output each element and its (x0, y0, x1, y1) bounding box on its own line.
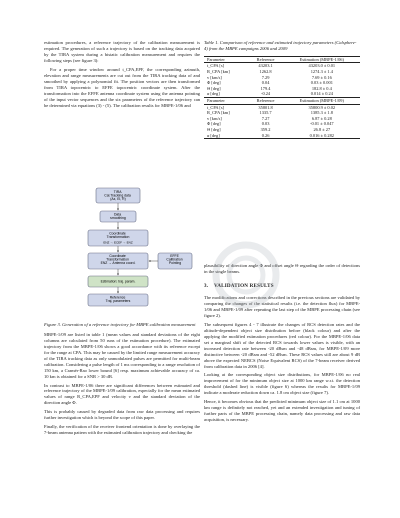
box-smoothing-label: Data smoothing (110, 212, 126, 221)
table-cell: t_CPA [s] (204, 104, 248, 110)
table-cell: 7.27 (261, 115, 270, 121)
paragraph-validation-3: Looking at the corresponding object size distributions, for MBPE-1/06 no real improvement of for the minimum object size at 1000 km range w.r.t. the detection threshold (dashed line) is visible (figure 6) whereas the results for MBPE-1/09 indicate a moderate reduction down ca. 1.8 cm object size (figure 7). (204, 372, 360, 396)
table-cell: 7.29 (261, 74, 270, 80)
table-cell: R_CPA [km] (207, 110, 230, 116)
table-cell: α [deg] (204, 91, 248, 97)
table-cell: 35800.9 ± 0.02 (284, 104, 360, 110)
coord-sub-3: ENZ (126, 240, 133, 245)
table-cell: 7.69 ± 0.16 (311, 74, 332, 80)
section-number: 3. (204, 283, 209, 290)
table-cell: 0.04 (261, 80, 270, 86)
paragraph-results: MBPE-1/09 are listed in table 1 (mean values and standard deviations of the eight columns are calculated from 50 runs of the estimation procedure). The estimated trajectory from the MBPE-1/06 shows a good accordance with its reference except for the range at CPA. This may be caused by the limited range measurement accuracy of the TIRA tracking data as only unmodulated pulses are permitted for multi-beam calibration. Considering a pulse length of 1 ms corresponding to a range resolution of 150 km, a Cramér-Rao lower bound [6] resp. maximum achievable accuracy of ca. 10 km is obtained for a SNR > 30 dB. (44, 331, 200, 379)
table-cell: 0.03 ± 0.001 (310, 80, 333, 86)
table-cell: 0.03 (261, 121, 270, 127)
coord-sub-2: ECEF (113, 240, 123, 245)
table-cell: 6.87 ± 0.28 (311, 115, 332, 121)
table-1-caption: Table 1. Comparison of reference and estimated trajectory parameters (Calsphere-4) from the MBPE campaigns 2006 and 2009 (204, 40, 357, 51)
table-cell: 35801.8 (248, 104, 284, 110)
paragraph-differences: In contrast to MBPE-1/06 there are significant differences between estimated and reference trajectory of the MBPE-1/09 calibration, especially for the mean estimated values of range R_CPA,EPF and velocity v and the standard deviation of the direction angle Φ. (44, 382, 200, 406)
paragraph-verification: Finally, the verification of the receiver frontend orientation is done by overlaying the 7-beam antenna pattern with the estimated calibration trajectory and checking the (44, 424, 200, 436)
table-cell: v [km/s] (207, 74, 222, 80)
table-cell: 1262.8 (259, 69, 272, 74)
paragraph-degraded: This is probably caused by degraded data from raw data processing and requires further investigation which is beyond the scope of this paper. (44, 409, 200, 421)
table-header-06: Parameter Reference Estimation (MBPE-1/06) (204, 56, 360, 63)
box-tira-label: TIRA Cal.Tracking data (Az, El, R) (104, 190, 131, 202)
table-cell: 1385.3 ± 1.8 (310, 110, 333, 116)
paragraph-plausibility: plausibility of direction angle Φ and offset angle Θ regarding the order of detections in the single beams. (204, 263, 360, 275)
right-column (204, 0, 360, 426)
coord-sub-1: ENZ (103, 240, 110, 245)
table-cell: 43203.0 ± 0.01 (284, 63, 360, 69)
box-coord-subs: ENZ → ECEF → ENZ (103, 240, 133, 245)
box-effe-pointing-label: EFFE Calibration Pointing (166, 254, 183, 266)
table-cell: R_CPA [km] (207, 69, 230, 74)
box-ref-traj-label: Reference Traj. parameters (105, 295, 131, 304)
table-row (204, 133, 360, 139)
table-cell: Θ [deg] (207, 126, 221, 132)
paragraph-validation-1: The modifications and corrections described in the previous sections are validated by comparing the changes of the statistical results (i.e. the detection flux) for MBPE-1/06 and MBPE-1/09 after repeating the last step of the MBPE processing chain (see figure 2). (204, 295, 360, 318)
paragraph-validation-2: The subsequent figures 4 - 7 illustrate the changes of RCS detection rates and the altitude-dependent object size distribution before (black colour) and after the applying the modified estimation procedures (red colour). For the MBPE-1/06 data set a marginal shift of the detected RCS towards lower values is visible, with an increased detection rate between -20 dBsm and -48 dBsm, for MBPE-1/09 more distinctive between -20 dBsm and -52 dBsm. These RCS values still are about 9 dB above the expected NEBCS (Noise Equivalent RCS) of the 7-beam receiver derived from calibration data in 2006 [4]. (204, 321, 360, 369)
paragraph-validation-4: Hence, it becomes obvious that the predicted minimum object size of 1.1 cm at 1000 km range is definitely not reached, yet and an extended investigation and tuning of further parts of the MBPE processing chain, namely data processing and raw data acquisition, is necessary. (204, 399, 360, 423)
table-cell: Φ [deg] (207, 121, 221, 127)
table-cell: 1274.3 ± 1.4 (310, 69, 333, 74)
table-cell: 0.014 ± 0.24 (284, 91, 360, 97)
table-cell: 1335.7 (259, 110, 272, 116)
table-cell: Θ [deg] (207, 85, 221, 91)
table-cell: 43203.1 (248, 63, 284, 69)
table-cell: 182.8 ± 0.4 (311, 85, 332, 91)
table-cell: 0.016 ± 0.282 (284, 133, 360, 139)
table-body-09 (204, 104, 360, 139)
table-cell: -0.01 ± 0.047 (309, 121, 334, 127)
left-column-lower (44, 322, 200, 439)
figure-3-caption: Figure 3. Generation of a reference trajectory for MBPE calibration measurement (44, 322, 196, 327)
table-cell: 0.26 (248, 133, 284, 139)
table-cell: 26.8 ± 27 (313, 126, 331, 132)
flowchart-figure-3 (44, 186, 200, 314)
left-column (44, 0, 200, 111)
box-coord-transform-label: Coordinate Transformation (106, 231, 130, 240)
table-cell: t_CPA [s] (204, 63, 248, 69)
section-heading (204, 283, 360, 289)
table-header-09: Parameter Reference Estimation (MBPE-1/09) (204, 97, 360, 104)
table-1 (204, 56, 360, 139)
table-body-06 (204, 63, 360, 98)
figure-3-caption-label: Figure 3. (44, 322, 61, 327)
section-title: VALIDATION RESULTS (214, 283, 274, 290)
table-cell: 359.2 (260, 126, 271, 132)
table-cell: 179.4 (260, 85, 271, 91)
table-cell: -0.24 (248, 91, 284, 97)
box-coord-transform-2-label: Coordinate Transformation ENZ → Antenna coord. (100, 254, 136, 266)
table-cell: α [deg] (204, 133, 248, 139)
box-traj-param-label: Estimation: traj. param. (100, 279, 136, 284)
paragraph-trajectory-steps: For a proper time window around t_CPA,EPF, the corresponding azimuth, elevation and range measurements are cut out from the TIRA tracking data of and smoothed by applying a polynomial fit. The position vectors are then transformed from TIRA topocentric to EFFE topocentric coordinate system. After the transformation into the EFFE antenna coordinate system using the antenna pointing of the input vector sequences and the six parameters of the reference trajectory can be determined via equations (3) - (5). The calibration results for MBPE-1/06 and (44, 66, 200, 108)
table-cell: Φ [deg] (207, 80, 221, 86)
table-cell: v [km/s] (207, 115, 222, 121)
table-1-caption-label: Table 1. (204, 40, 219, 45)
intro-paragraph: estimation procedures, a reference trajectory of the calibration measurement is required. The generation of such a trajectory is based on the tracking data acquired by the TIRA system during a bistatic calibration measurement and requires the following steps (see figure 3): (44, 40, 200, 63)
